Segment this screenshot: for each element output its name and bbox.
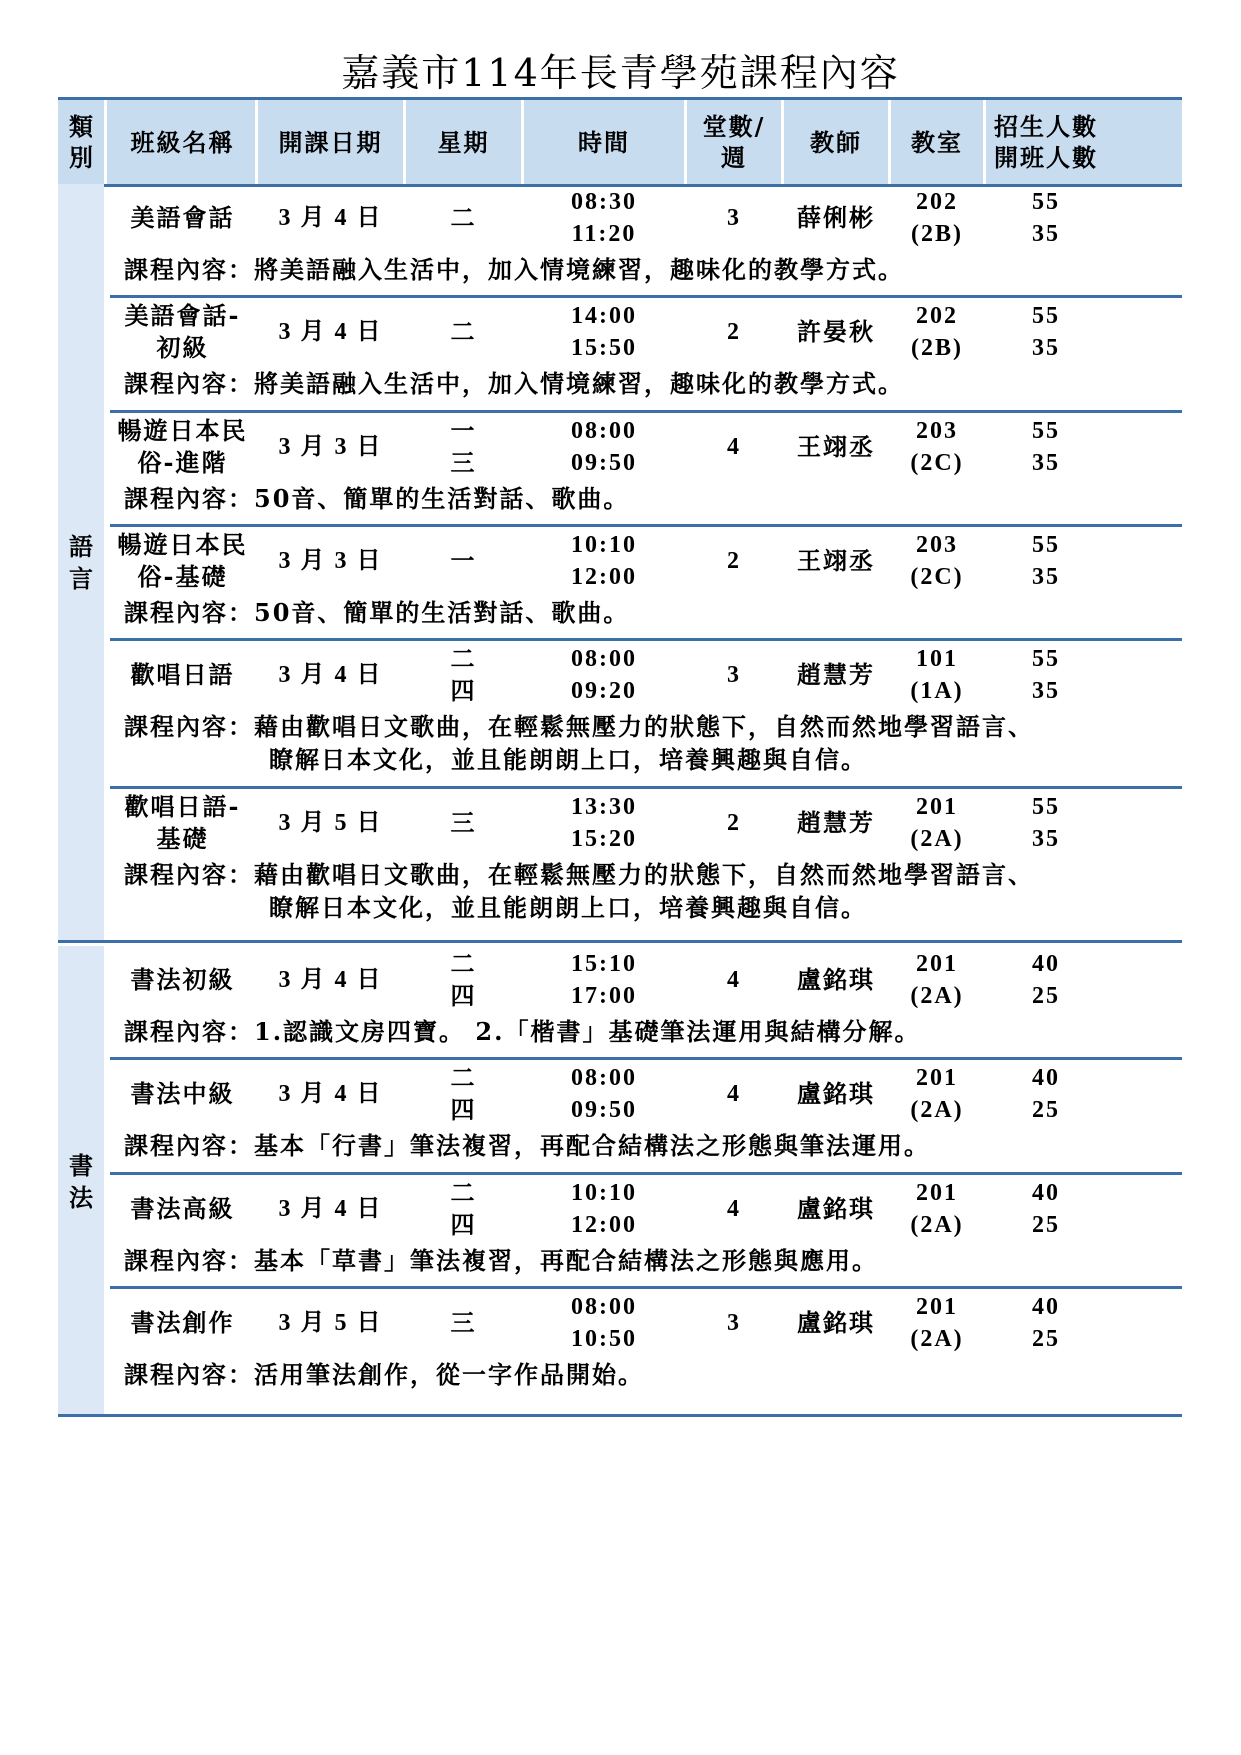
course-room: 201 (2A): [910, 1064, 964, 1123]
course-sessions: 2: [727, 547, 741, 574]
course-time: 15:10 17:00: [571, 950, 637, 1009]
course-teacher: 盧銘琪: [797, 1078, 875, 1108]
course-capacity: 40 25: [1032, 1179, 1060, 1238]
course-room: 201 (2A): [910, 1179, 964, 1238]
course-name: 書法初級: [130, 964, 235, 994]
course-name: 美語會話- 初級: [124, 300, 241, 362]
course-room: 201 (2A): [910, 1293, 964, 1352]
course-description: 課程內容：50音、簡單的生活對話、歌曲。: [124, 598, 630, 627]
course-capacity: 40 25: [1032, 1293, 1060, 1352]
course-description: 課程內容：活用筆法創作，從一字作品開始。: [124, 1360, 644, 1389]
header-class-name: 班級名稱: [130, 127, 235, 157]
category-language: 語言: [58, 184, 104, 942]
course-time: 08:00 09:20: [571, 645, 637, 704]
course-time: 10:10 12:00: [571, 531, 637, 590]
course-name: 歡唱日語: [130, 659, 235, 689]
course-date: 3 月 5 日: [278, 1309, 383, 1336]
header-weekday: 星期: [437, 127, 490, 157]
course-date: 3 月 4 日: [278, 204, 383, 231]
course-name: 書法高級: [130, 1193, 235, 1223]
course-room: 203 (2C): [910, 531, 964, 590]
course-time: 14:00 15:50: [571, 302, 637, 361]
course-room: 201 (2A): [910, 950, 964, 1009]
course-weekday: 三: [450, 1307, 477, 1337]
course-room: 202 (2B): [911, 302, 963, 361]
course-teacher: 薛俐彬: [797, 202, 875, 232]
course-capacity: 55 35: [1032, 417, 1060, 476]
course-weekday: 一: [450, 545, 477, 575]
course-teacher: 王翊丞: [797, 545, 875, 575]
course-description: 課程內容：藉由歡唱日文歌曲，在輕鬆無壓力的狀態下，自然而然地學習語言、 瞭解日本文化，並且能朗朗上口，培養興趣與自信。: [124, 860, 1034, 922]
course-capacity: 55 35: [1032, 645, 1060, 704]
course-date: 3 月 4 日: [278, 661, 383, 688]
course-date: 3 月 3 日: [278, 433, 383, 460]
course-sessions: 4: [727, 966, 741, 993]
header-teacher: 教師: [810, 127, 862, 157]
course-capacity: 55 35: [1032, 188, 1060, 247]
header-capacity: 招生人數 開班人數: [994, 112, 1098, 172]
course-table: [58, 97, 1182, 1389]
course-room: 202 (2B): [911, 188, 963, 247]
row-divider: [58, 1414, 1182, 1417]
course-weekday: 二: [450, 202, 477, 232]
course-sessions: 4: [727, 1195, 741, 1222]
course-name: 美語會話: [130, 202, 235, 232]
course-capacity: 55 35: [1032, 793, 1060, 852]
course-date: 3 月 4 日: [278, 318, 383, 345]
course-capacity: 55 35: [1032, 302, 1060, 361]
course-row: [110, 641, 1182, 789]
course-date: 3 月 4 日: [278, 1080, 383, 1107]
header-category: 類別: [69, 112, 95, 172]
course-teacher: 盧銘琪: [797, 1193, 875, 1223]
course-capacity: 40 25: [1032, 1064, 1060, 1123]
course-date: 3 月 3 日: [278, 547, 383, 574]
course-row: [110, 527, 1182, 641]
course-time: 08:00 09:50: [571, 1064, 637, 1123]
course-row: [110, 298, 1182, 413]
course-time: 08:00 09:50: [571, 417, 637, 476]
course-time: 08:30 11:20: [571, 188, 637, 247]
course-name: 暢遊日本民 俗-進階: [117, 415, 248, 477]
course-weekday: 二 四: [450, 643, 477, 705]
course-sessions: 2: [727, 318, 741, 345]
course-weekday: 二 四: [450, 1062, 477, 1124]
course-description: 課程內容：基本「行書」筆法複習，再配合結構法之形態與筆法運用。: [124, 1131, 930, 1160]
course-weekday: 二 四: [450, 1177, 477, 1239]
course-date: 3 月 4 日: [278, 1195, 383, 1222]
course-row: [110, 1289, 1182, 1417]
course-description: 課程內容：基本「草書」筆法複習，再配合結構法之形態與應用。: [124, 1246, 878, 1275]
course-capacity: 55 35: [1032, 531, 1060, 590]
course-row: [110, 1175, 1182, 1289]
course-description: 課程內容：將美語融入生活中，加入情境練習，趣味化的教學方式。: [124, 369, 904, 398]
course-room: 101 (1A): [910, 645, 964, 704]
course-teacher: 王翊丞: [797, 431, 875, 461]
course-name: 歡唱日語- 基礎: [124, 791, 241, 853]
course-weekday: 一 三: [450, 415, 477, 477]
course-teacher: 許晏秋: [797, 316, 875, 346]
course-teacher: 趙慧芳: [797, 807, 875, 837]
course-weekday: 二 四: [450, 948, 477, 1010]
course-name: 書法創作: [130, 1307, 235, 1337]
course-room: 201 (2A): [910, 793, 964, 852]
course-teacher: 盧銘琪: [797, 1307, 875, 1337]
course-sessions: 3: [727, 661, 741, 688]
course-weekday: 二: [450, 316, 477, 346]
course-row: [110, 789, 1182, 942]
course-name: 暢遊日本民 俗-基礎: [117, 529, 248, 591]
course-sessions: 2: [727, 809, 741, 836]
course-description: 課程內容：50音、簡單的生活對話、歌曲。: [124, 484, 630, 513]
header-sessions: 堂數/ 週: [702, 112, 766, 172]
course-weekday: 三: [450, 807, 477, 837]
course-sessions: 4: [727, 433, 741, 460]
course-date: 3 月 5 日: [278, 809, 383, 836]
page-title: 嘉義市114年長青學苑課程內容: [341, 51, 900, 95]
course-row: [110, 946, 1182, 1060]
row-divider: [58, 940, 1182, 943]
course-sessions: 3: [727, 1309, 741, 1336]
course-capacity: 40 25: [1032, 950, 1060, 1009]
category-calligraphy: 書法: [58, 946, 104, 1417]
course-description: 課程內容：將美語融入生活中，加入情境練習，趣味化的教學方式。: [124, 255, 904, 284]
course-room: 203 (2C): [910, 417, 964, 476]
header-room: 教室: [911, 127, 963, 157]
course-sessions: 4: [727, 1080, 741, 1107]
course-row: [110, 1060, 1182, 1175]
header-time: 時間: [578, 127, 630, 157]
course-description: 課程內容：藉由歡唱日文歌曲，在輕鬆無壓力的狀態下，自然而然地學習語言、 瞭解日本文化，並且能朗朗上口，培養興趣與自信。: [124, 712, 1034, 774]
course-time: 08:00 10:50: [571, 1293, 637, 1352]
course-description: 課程內容：1.認識文房四寶。 2.「楷書」基礎筆法運用與結構分解。: [124, 1017, 921, 1046]
course-teacher: 盧銘琪: [797, 964, 875, 994]
header-start-date: 開課日期: [278, 127, 383, 157]
course-row: [110, 413, 1182, 527]
course-row: [110, 184, 1182, 298]
course-name: 書法中級: [130, 1078, 235, 1108]
course-date: 3 月 4 日: [278, 966, 383, 993]
course-time: 10:10 12:00: [571, 1179, 637, 1238]
table-header: [58, 97, 1182, 187]
course-sessions: 3: [727, 204, 741, 231]
course-teacher: 趙慧芳: [797, 659, 875, 689]
course-time: 13:30 15:20: [571, 793, 637, 852]
